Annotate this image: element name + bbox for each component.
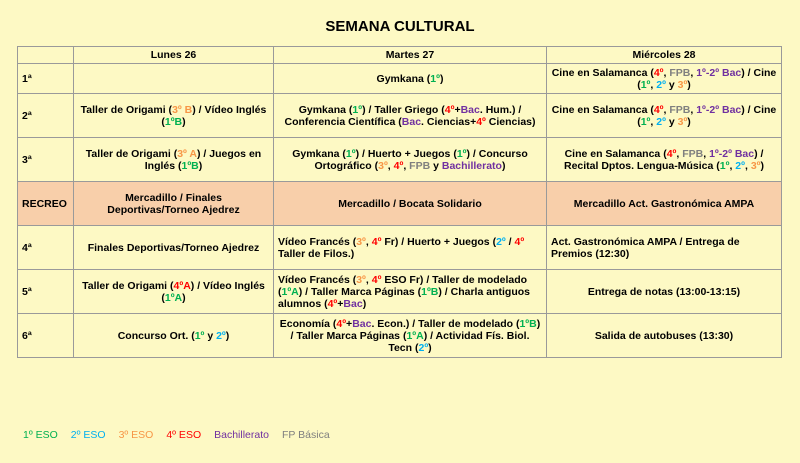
activity-text: + bbox=[454, 103, 461, 116]
activity-text: , bbox=[703, 147, 710, 160]
group-tag: 1º-2º Bac bbox=[709, 147, 755, 160]
group-tag: Bac bbox=[343, 297, 363, 310]
period-label: 2ª bbox=[18, 94, 74, 138]
group-tag: 3º A bbox=[177, 147, 198, 160]
group-tag: Bac bbox=[460, 103, 480, 116]
activity-cell bbox=[74, 138, 274, 182]
header-cell-martes: Martes 27 bbox=[274, 47, 547, 64]
group-tag: 4º bbox=[653, 66, 664, 79]
period-label: 3ª bbox=[18, 138, 74, 182]
activity-text: , bbox=[729, 159, 736, 172]
activity-text: . Econ.) / Taller de modelado ( bbox=[371, 317, 520, 330]
activity-text: ) / Juegos en Inglés ( bbox=[144, 147, 262, 172]
activity-cell bbox=[74, 64, 274, 94]
group-tag: 3º bbox=[356, 273, 366, 286]
activity-text: Taller de Origami ( bbox=[82, 279, 174, 292]
activity-text: Cine en Salamanca ( bbox=[564, 147, 667, 160]
group-tag: 1º bbox=[345, 147, 356, 160]
activity-text: Concurso Ort. ( bbox=[117, 329, 195, 342]
group-tag: 2º bbox=[656, 115, 666, 128]
group-tag: 3º bbox=[750, 159, 761, 172]
group-tag: Bac bbox=[401, 115, 422, 128]
header-cell-corner bbox=[18, 47, 74, 64]
group-tag: 1ºB bbox=[421, 285, 439, 298]
activity-text: ) / Huerto + Juegos ( bbox=[355, 147, 457, 160]
activity-text: , bbox=[663, 103, 670, 116]
group-tag: 1º-2º Bac bbox=[696, 103, 742, 116]
activity-text: Gymkana ( bbox=[298, 103, 353, 116]
activity-text: . Hum.) / Conferencia Científica ( bbox=[284, 103, 522, 128]
group-tag: Bachillerato bbox=[441, 159, 502, 172]
activity-text: , bbox=[690, 66, 697, 79]
activity-text: , bbox=[387, 159, 394, 172]
period-label: 4ª bbox=[18, 226, 74, 270]
group-tag: 1ºA bbox=[164, 291, 183, 304]
activity-cell bbox=[547, 182, 782, 226]
legend-item: FP Básica bbox=[282, 429, 330, 441]
group-tag: 1º bbox=[456, 147, 467, 160]
activity-text: ) / Vídeo Inglés ( bbox=[161, 103, 267, 128]
activity-text: Cine en Salamanca ( bbox=[551, 103, 654, 116]
activity-text: ) bbox=[501, 159, 506, 172]
activity-cell bbox=[274, 64, 547, 94]
activity-text: Gymkana ( bbox=[376, 72, 431, 85]
activity-text: ) bbox=[182, 115, 186, 128]
group-tag: 1ºA bbox=[281, 285, 299, 298]
activity-text: Vídeo Francés ( bbox=[278, 273, 357, 286]
legend-item: 3º ESO bbox=[118, 429, 154, 441]
group-tag: Bac bbox=[352, 317, 372, 330]
activity-cell bbox=[74, 314, 274, 358]
activity-cell bbox=[547, 270, 782, 314]
activity-text: . Ciencias+ bbox=[421, 115, 477, 128]
group-tag: 4º bbox=[444, 103, 455, 116]
header-cell-lunes: Lunes 26 bbox=[74, 47, 274, 64]
header-cell-miercoles: Miércoles 28 bbox=[547, 47, 782, 64]
activity-cell bbox=[547, 64, 782, 94]
group-tag: 3º bbox=[677, 78, 688, 91]
page-title: SEMANA CULTURAL bbox=[325, 18, 475, 35]
group-tag: 1ºB bbox=[181, 159, 199, 172]
period-label: 6ª bbox=[18, 314, 74, 358]
activity-text: , bbox=[676, 147, 683, 160]
activity-text: ESO Fr) / Taller de modelado ( bbox=[278, 273, 528, 298]
group-tag: 2º bbox=[656, 78, 666, 91]
activity-text: , bbox=[403, 159, 410, 172]
activity-text: / bbox=[505, 235, 515, 248]
activity-text: ) / Charla antiguos alumnos ( bbox=[278, 285, 530, 310]
activity-text: Mercadillo Act. Gastronómica AMPA bbox=[573, 197, 755, 210]
group-tag: 3º bbox=[378, 159, 388, 172]
group-tag: 1º bbox=[430, 72, 440, 85]
activity-text: , bbox=[663, 66, 670, 79]
group-tag: 1º bbox=[352, 103, 363, 116]
activity-text: Finales Deportivas/Torneo Ajedrez bbox=[87, 241, 260, 254]
group-tag: 2º bbox=[418, 341, 429, 354]
activity-text: , bbox=[650, 78, 657, 91]
activity-text: ) / Concurso Ortográfico ( bbox=[314, 147, 528, 172]
schedule-row bbox=[18, 138, 782, 182]
legend-item: 4º ESO bbox=[166, 429, 202, 441]
activity-cell bbox=[547, 226, 782, 270]
period-label: 1ª bbox=[18, 64, 74, 94]
activity-text: ) / Taller Marca Páginas ( bbox=[290, 317, 541, 342]
group-tag: 4º bbox=[653, 103, 664, 116]
legend-item: 2º ESO bbox=[70, 429, 106, 441]
group-tag: 4º bbox=[371, 235, 382, 248]
activity-cell bbox=[547, 94, 782, 138]
activity-text: ) bbox=[362, 297, 367, 310]
group-tag: 1º bbox=[640, 115, 651, 128]
activity-text: Cine en Salamanca ( bbox=[551, 66, 654, 79]
activity-text: ) bbox=[198, 159, 203, 172]
activity-text: ) / Vídeo Inglés ( bbox=[161, 279, 265, 304]
group-tag: 4º bbox=[514, 235, 525, 248]
color-legend bbox=[23, 429, 343, 441]
activity-text: , bbox=[365, 273, 372, 286]
activity-cell bbox=[274, 314, 547, 358]
group-tag: 4º bbox=[393, 159, 404, 172]
activity-text: Entrega de notas (13:00-13:15) bbox=[587, 285, 741, 298]
activity-text: Taller de Filos.) bbox=[278, 247, 355, 260]
group-tag: 1º bbox=[719, 159, 730, 172]
schedule-row bbox=[18, 94, 782, 138]
activity-text: ) bbox=[760, 159, 765, 172]
activity-text: ) / Taller Griego ( bbox=[362, 103, 445, 116]
group-tag: 4º bbox=[336, 317, 347, 330]
activity-text: y bbox=[665, 78, 678, 91]
group-tag: 1º-2º Bac bbox=[696, 66, 742, 79]
group-tag: 3º bbox=[356, 235, 366, 248]
activity-text: Gymkana ( bbox=[292, 147, 346, 160]
activity-text: ) bbox=[439, 72, 444, 85]
activity-text: ) bbox=[687, 115, 691, 128]
legend-item: Bachillerato bbox=[214, 429, 269, 441]
activity-text: Mercadillo / Finales Deportivas/Torneo Ajedrez bbox=[107, 191, 240, 216]
activity-cell bbox=[74, 270, 274, 314]
group-tag: 4ºA bbox=[173, 279, 191, 292]
activity-text: Taller de Origami ( bbox=[85, 147, 178, 160]
activity-text: y bbox=[665, 115, 678, 128]
activity-text: ) / Cine ( bbox=[637, 66, 777, 91]
group-tag: 1ºB bbox=[164, 115, 183, 128]
activity-cell bbox=[74, 182, 274, 226]
group-tag: FPB bbox=[409, 159, 431, 172]
schedule-row bbox=[18, 314, 782, 358]
recreo-row bbox=[18, 182, 782, 226]
group-tag: FPB bbox=[669, 103, 691, 116]
activity-text: ) / Taller Marca Páginas ( bbox=[298, 285, 422, 298]
activity-cell bbox=[274, 94, 547, 138]
activity-text: y bbox=[430, 159, 442, 172]
group-tag: 2º bbox=[496, 235, 506, 248]
header-row bbox=[18, 47, 782, 64]
group-tag: 1ºB bbox=[519, 317, 537, 330]
group-tag: 3º B bbox=[172, 103, 193, 116]
group-tag: 1ºA bbox=[406, 329, 424, 342]
activity-cell bbox=[274, 226, 547, 270]
activity-text: ) bbox=[225, 329, 230, 342]
activity-text: y bbox=[204, 329, 217, 342]
schedule-body bbox=[18, 64, 782, 358]
activity-text: Fr) / Huerto + Juegos ( bbox=[381, 235, 497, 248]
group-tag: 4º bbox=[476, 115, 486, 128]
activity-text: ) bbox=[428, 341, 432, 354]
activity-cell bbox=[274, 182, 547, 226]
group-tag: 3º bbox=[677, 115, 688, 128]
activity-text: ) bbox=[182, 291, 186, 304]
activity-text: Act. Gastronómica AMPA / Entrega de Premios (12:30) bbox=[551, 235, 740, 260]
activity-cell bbox=[547, 138, 782, 182]
group-tag: 2º bbox=[735, 159, 745, 172]
activity-cell bbox=[274, 138, 547, 182]
schedule-table bbox=[17, 46, 782, 358]
schedule-row bbox=[18, 64, 782, 94]
activity-text: ) / Cine ( bbox=[637, 103, 777, 128]
group-tag: 4º bbox=[371, 273, 382, 286]
activity-cell bbox=[74, 94, 274, 138]
group-tag: 1º bbox=[640, 78, 651, 91]
period-label: 5ª bbox=[18, 270, 74, 314]
activity-text: Ciencias) bbox=[485, 115, 536, 128]
activity-text: ) / Recital Dptos. Lengua-Música ( bbox=[563, 147, 764, 172]
group-tag: 2º bbox=[216, 329, 226, 342]
activity-cell bbox=[274, 270, 547, 314]
activity-text: Salida de autobuses (13:30) bbox=[594, 329, 734, 342]
activity-text: Taller de Origami ( bbox=[80, 103, 173, 116]
legend-item: 1º ESO bbox=[23, 429, 58, 441]
schedule-row bbox=[18, 270, 782, 314]
group-tag: 1º bbox=[194, 329, 205, 342]
group-tag: FPB bbox=[682, 147, 704, 160]
group-tag: 4º bbox=[327, 297, 338, 310]
activity-text: , bbox=[650, 115, 657, 128]
schedule-row bbox=[18, 226, 782, 270]
group-tag: FPB bbox=[669, 66, 691, 79]
activity-text: Vídeo Francés ( bbox=[278, 235, 357, 248]
activity-text: ) bbox=[687, 78, 691, 91]
activity-text: , bbox=[365, 235, 372, 248]
activity-text: , bbox=[690, 103, 697, 116]
group-tag: 4º bbox=[666, 147, 677, 160]
activity-text: + bbox=[346, 317, 353, 330]
activity-text: Economía ( bbox=[279, 317, 337, 330]
activity-text: + bbox=[337, 297, 344, 310]
activity-cell bbox=[547, 314, 782, 358]
activity-text: Mercadillo / Bocata Solidario bbox=[338, 197, 482, 210]
activity-text: ) / Actividad Fís. Biol. Tecn ( bbox=[388, 329, 530, 354]
period-label: RECREO bbox=[18, 182, 74, 226]
activity-text: , bbox=[744, 159, 751, 172]
activity-cell bbox=[74, 226, 274, 270]
